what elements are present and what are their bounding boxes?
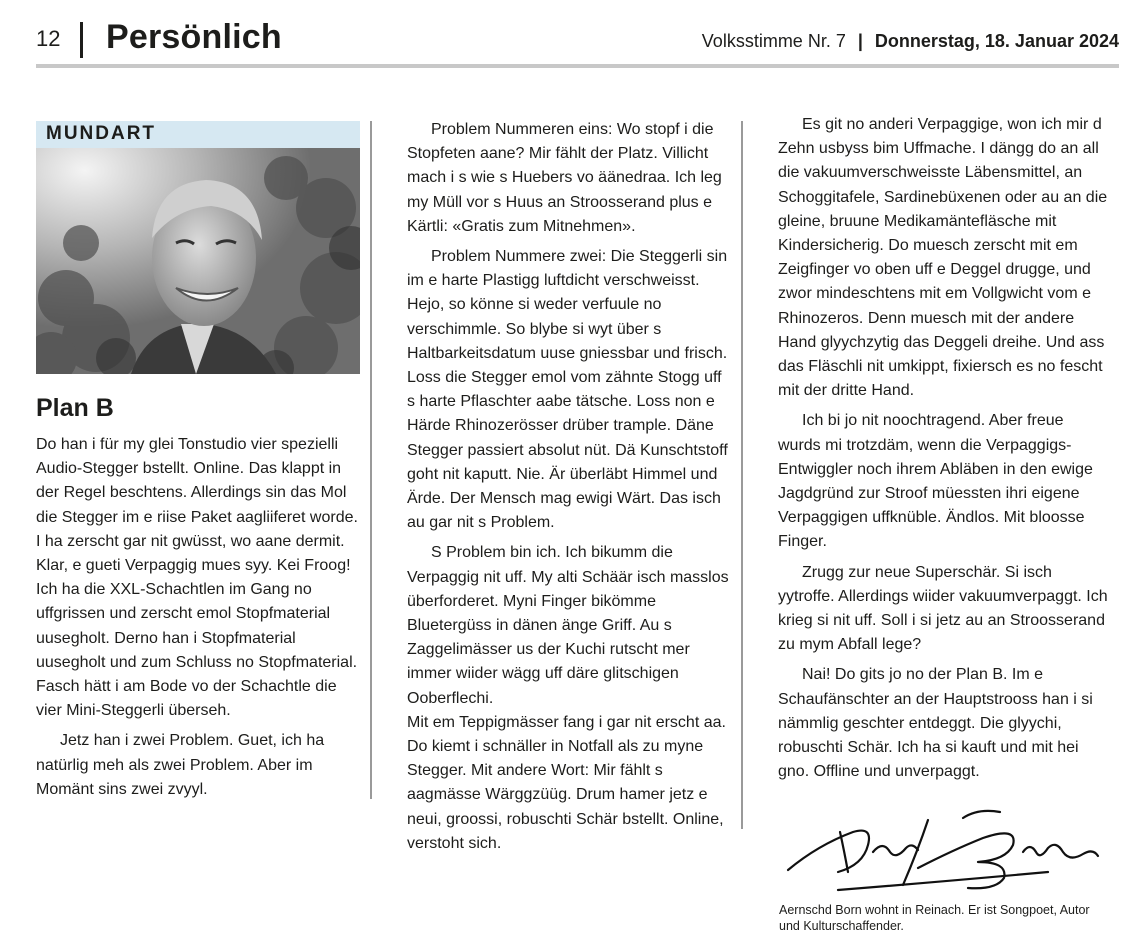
paragraph: Problem Nummere zwei: Die Steggerli sin im e harte Plastigg luftdicht verschweisst. Hejo, so könne si weder verfuule no verschimmle. So blybe si wyt über s Haltbarkeitsdatum uuse gniessbar und frisch. <box>407 248 728 362</box>
info-separator: | <box>857 31 863 51</box>
paragraph: Do han i für my glei Tonstudio vier spezielli Audio-Stegger bstellt. Online. Das klappt in der Regel beschtens. Allerdings sin das Mol die Stegger im e riise Paket aagliiferet worde. I ha zerscht gar nit gwüsst, wo aane dermit. Klar, e gueti Verpaggig mues syy. Kei Froog! Ich ha die XXL-Schachtlen im Gang no uffgrissen und zerscht emol Stopfmaterial uusegholt. Derno han i Stopfmaterial uusegholt und zum Schluss no Stopfmaterial. Fasch hätt i am Bode vo der Schachtle die vier Mini-Steggerli überseh. <box>36 436 358 720</box>
paragraph: Jetz han i zwei Problem. Guet, ich ha natürlig meh als zwei Problem. Aber im Momänt sins zwei zvyyl. <box>36 732 325 798</box>
paragraph: Ich bi jo nit noochtragend. Aber freue wurds mi trotzdäm, wenn die Verpaggigs-Entwiggler noch ihrem Abläben in den ewige Jagdgründ zur Stroof müessten ihri eigene Verpaggigen uffknüble. Ändlos. Mit bloosse Finger. <box>778 412 1093 551</box>
portrait-illustration <box>36 148 360 374</box>
paragraph: Problem Nummeren eins: Wo stopf i die Stopfeten aane? Mir fählt der Platz. Villicht mach i s wie s Huebers vo äänedraa. Ich leg my Müll vor s Huus an Stroosserand plus e Kärtli: «Gratis zum Mitnehmen». <box>407 121 722 235</box>
paragraph: Loss die Stegger emol vom zähnte Stogg uff s harte Pflaschter aabe tätsche. Loss non e Härde Rhinozerösser drüber trample. Däne Stegger passiert absolut nüt. Dä Kunschtstoff goht nit kaputt. Nie. Är überläbt Himmel und Ärde. Der Mensch mag ewigi Wärt. Das isch au gar nit s Problem. <box>407 369 728 532</box>
paragraph: Nai! Do gits jo no der Plan B. Im e Schaufänschter an der Hauptstrooss han i si nämmlig geschter entdeggt. Die glyychi, robuschti Schär. Ich ha si kauft und mit hei gno. Offline und unverpaggt. <box>778 666 1093 781</box>
article-column-3 <box>778 113 1108 790</box>
kicker-label: MUNDART <box>46 123 157 144</box>
section-title: Persönlich <box>106 18 282 56</box>
header-rule <box>36 64 1119 68</box>
header-divider <box>80 22 83 58</box>
paragraph: Mit em Teppigmässer fang i gar nit erscht aa. Do kiemt i schnäller in Notfall als zu myne Stegger. Mit andere Wort: Mir fählt s aagmässe Wärggzüüg. Drum hamer jetz e neui, groossi, robuschti Schär bstellt. Online, verstoht sich. <box>407 713 726 852</box>
author-photo <box>36 148 360 374</box>
article-column-1 <box>36 433 360 808</box>
author-signature <box>778 790 1108 900</box>
article-title: Plan B <box>36 394 114 422</box>
kicker-box <box>36 121 360 148</box>
page-number: 12 <box>36 26 61 51</box>
paragraph: Es git no anderi Verpaggige, won ich mir d Zehn usbyss bim Uffmache. I dängg do an all die vakuumverschweisste Läbensmittel, an Schoggitafele, Sardinebüxenen oder au an die gleine, bruune Medikamäntefläsche mit Kindersicherig. Do muesch zerscht mit em Zeigfinger vo oben uff e Deggel drugge, und zwor mindeschtens mit em Vollgwicht vom e Rhinozeros. Denn muesch mit der andere Hand glyychzytig das Deggeli dreihe. Und ass das Fläschli nit umkippt, fixiersch es no fescht mit der dritte Hand. <box>778 116 1108 400</box>
publication-info <box>702 31 1119 52</box>
paper-name: Volksstimme Nr. 7 <box>701 31 846 51</box>
paragraph: Zrugg zur neue Superschär. Si isch yytroffe. Allerdings wiider vakuumverpaggt. Ich krieg si nit uff. Soll i si jetz au an Stroosserand zu mym Abfall lege? <box>778 563 1108 654</box>
paragraph: S Problem bin ich. Ich bikumm die Verpaggig nit uff. My alti Schäär isch masslos überforderet. Myni Finger bikömme Bluetergüss in dänen änge Griff. Au s Zaggelimässer us der Kuchi rutscht mer immer wiider wägg uff däre glitschigen Ooberflechi. <box>407 544 729 707</box>
issue-date: Donnerstag, 18. Januar 2024 <box>874 31 1119 51</box>
article-column-2 <box>407 118 731 862</box>
author-caption: Aernschd Born wohnt in Reinach. Er ist Songpoet, Autor und Kulturschaffender. <box>779 903 1090 933</box>
page-header <box>36 14 1119 66</box>
signature-graphic <box>778 790 1108 900</box>
column-divider <box>741 121 743 829</box>
column-divider <box>370 121 372 799</box>
